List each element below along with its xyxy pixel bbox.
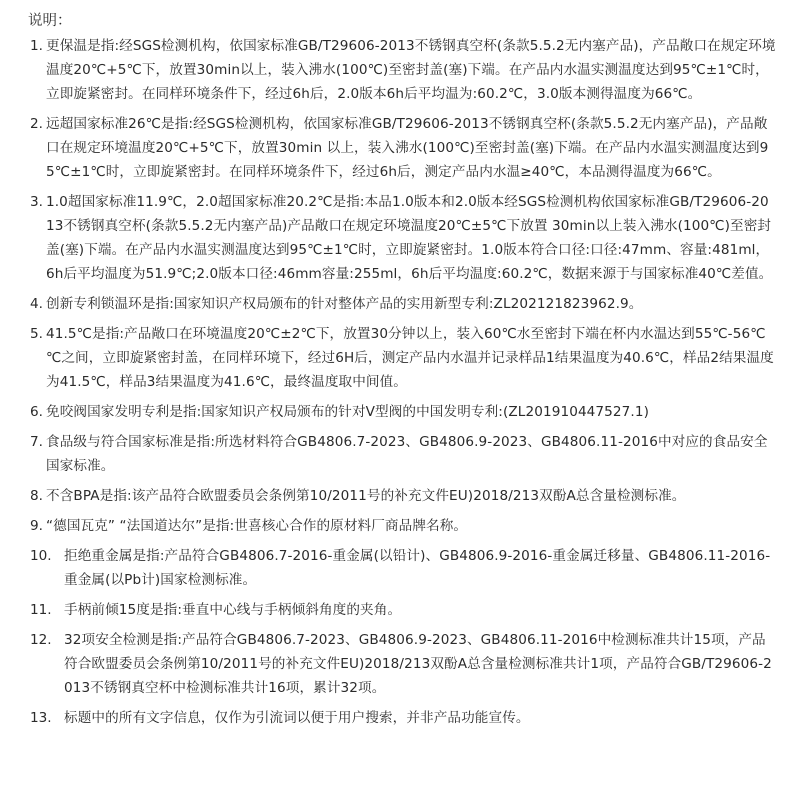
note-number: 10. [30,548,52,564]
note-item [30,292,776,316]
note-item [30,34,776,106]
note-number: 13. [30,710,52,726]
note-text: 标题中的所有文字信息，仅作为引流词以便于用户搜索，并非产品功能宣传。 [64,710,530,726]
note-text: 更保温是指:经SGS检测机构，依国家标准GB/T29606-2013不锈钢真空杯(条款5.5.2无内塞产品)，产品敞口在规定环境温度20℃+5℃下，放置30min以上，装入沸水(100℃)至密封盖(塞)下端。在产品内水温实测温度达到95℃±1℃时，立即旋紧密封。在同样环境条件下，经过6h后，2.0版本6h后平均温为:60.2℃，3.0版本测得温度为66℃。 [46,38,776,102]
note-item [30,706,776,730]
note-item [30,322,776,394]
notes-heading: 说明： [28,13,72,29]
note-number: 6. [30,404,43,420]
note-text: 食品级与符合国家标准是指:所选材料符合GB4806.7-2023、GB4806.9-2023、GB4806.11-2016中对应的食品安全国家标准。 [46,434,768,474]
note-text: 1.0超国家标准11.9℃，2.0超国家标准20.2℃是指:本品1.0版本和2.0版本经SGS检测机构依国家标准GB/T29606-2013不锈钢真空杯(条款5.5.2无内塞产品)产品敞口在规定环境温度20℃±5℃下放置 30min以上装入沸水(100℃)至密封盖(塞)下端。在产品内水温实测温度达到95℃±1℃时，立即旋紧密封。1.0版本符合口径:口径:47mm、容量:481ml，6h后平均温度为51.9℃;2.0版本口径:46mm容量:255ml，6h后平均温度:60.2℃，数据来源于与国家标准40℃差值。 [46,194,773,282]
note-number: 7. [30,434,43,450]
note-text: 32项安全检测是指:产品符合GB4806.7-2023、GB4806.9-2023、GB4806.11-2016中检测标准共计15项，产品符合欧盟委员会条例第10/2011号的补充文件EU)2018/213双酚A总含量检测标准共计1项，产品符合GB/T29606-2013不锈钢真空杯中检测标准共计16项，累计32项。 [64,632,772,696]
notes-list [30,34,776,730]
note-text: 创新专利锁温环是指:国家知识产权局颁布的针对整体产品的实用新型专利:ZL202121823962.9。 [46,296,643,312]
note-number: 4. [30,296,43,312]
note-item [30,598,776,622]
note-item [30,628,776,700]
note-number: 5. [30,326,43,342]
note-text: “德国瓦克” “法国道达尔”是指:世喜核心合作的原材料厂商品牌名称。 [46,518,468,534]
note-text: 拒绝重金属是指:产品符合GB4806.7-2016-重金属(以铅计)、GB4806.9-2016-重金属迁移量、GB4806.11-2016-重金属(以Pb计)国家检测标准。 [64,548,771,588]
note-number: 1. [30,38,43,54]
note-number: 9. [30,518,43,534]
note-item [30,400,776,424]
note-number: 12. [30,632,52,648]
note-number: 3. [30,194,43,210]
note-item [30,430,776,478]
note-text: 免咬阀国家发明专利是指:国家知识产权局颁布的针对V型阀的中国发明专利:(ZL201910447527.1) [46,404,650,420]
note-item [30,544,776,592]
note-number: 11. [30,602,52,618]
note-text: 41.5℃是指:产品敞口在环境温度20℃±2℃下，放置30分钟以上，装入60℃水至密封下端在杯内水温达到55℃-56℃℃之间，立即旋紧密封盖，在同样环境下，经过6H后，测定产品内水温并记录样品1结果温度为40.6℃，样品2结果温度为41.5℃，样品3结果温度为41.6℃，最终温度取中间值。 [46,326,774,390]
note-item [30,484,776,508]
note-text: 远超国家标准26℃是指:经SGS检测机构，依国家标准GB/T29606-2013不锈钢真空杯(条款5.5.2无内塞产品)，产品敞口在规定环境温度20℃+5℃下，放置30min 以上，装入沸水(100℃)至密封盖(塞)下端。在产品内水温实测温度达到95℃±1℃时，立即旋紧密封。在同样环境条件下，经过6h后，测定产品内水温≥40℃，本品测得温度为66℃。 [46,116,769,180]
note-item [30,514,776,538]
note-item [30,112,776,184]
note-number: 8. [30,488,43,504]
note-text: 不含BPA是指:该产品符合欧盟委员会条例第10/2011号的补充文件EU)2018/213双酚A总含量检测标准。 [46,488,686,504]
note-text: 手柄前倾15度是指:垂直中心线与手柄倾斜角度的夹角。 [64,602,402,618]
note-number: 2. [30,116,43,132]
note-item [30,190,776,286]
